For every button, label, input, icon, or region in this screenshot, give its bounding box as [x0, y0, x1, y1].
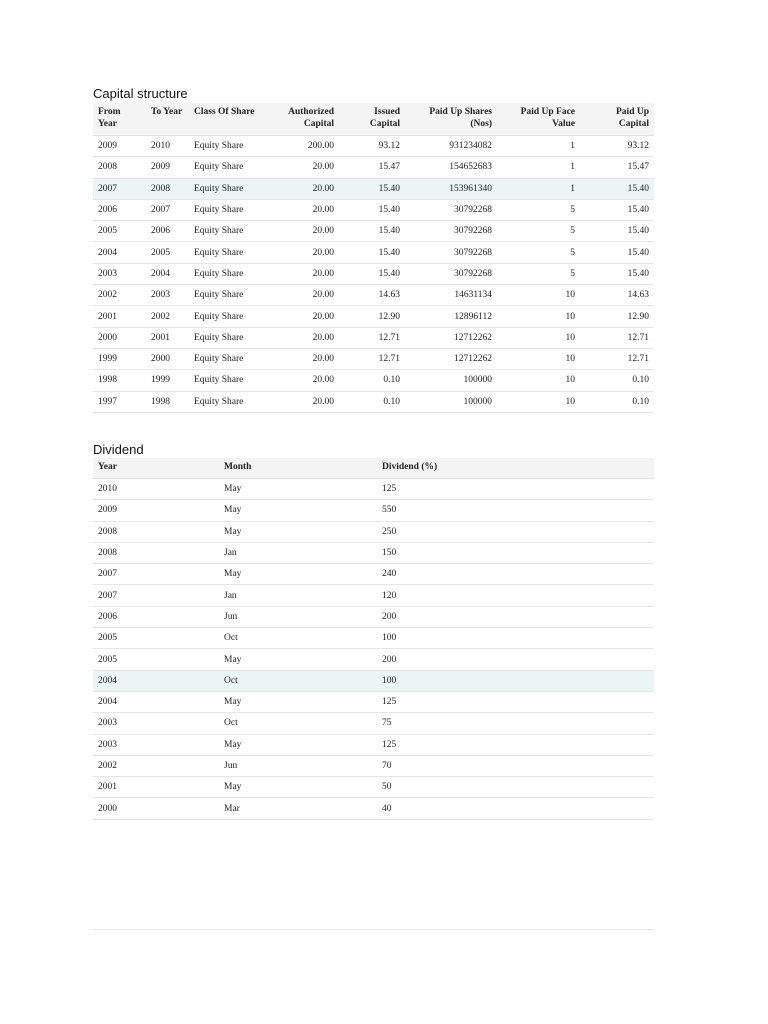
cell-paid-up-shares: 153961340	[405, 178, 497, 199]
cell-dividend-percent: 125	[377, 734, 654, 755]
cell-issued-capital: 15.47	[339, 157, 405, 178]
cell-authorized-capital: 20.00	[263, 285, 339, 306]
header-class-of-share[interactable]: Class Of Share	[189, 103, 263, 136]
cell-paid-up-face-value: 5	[497, 242, 580, 263]
cell-class-of-share: Equity Share	[189, 242, 263, 263]
cell-issued-capital: 15.40	[339, 242, 405, 263]
cell-authorized-capital: 20.00	[263, 242, 339, 263]
cell-to-year: 2005	[146, 242, 189, 263]
cell-paid-up-shares: 100000	[405, 391, 497, 412]
cell-from-year: 2006	[93, 199, 146, 220]
cell-month: Oct	[219, 670, 377, 691]
cell-class-of-share: Equity Share	[189, 391, 263, 412]
cell-year: 2000	[93, 798, 219, 819]
cell-class-of-share: Equity Share	[189, 178, 263, 199]
cell-authorized-capital: 20.00	[263, 263, 339, 284]
cell-issued-capital: 14.63	[339, 285, 405, 306]
cell-issued-capital: 15.40	[339, 178, 405, 199]
cell-class-of-share: Equity Share	[189, 348, 263, 369]
cell-paid-up-face-value: 10	[497, 348, 580, 369]
cell-from-year: 2001	[93, 306, 146, 327]
table-row	[93, 178, 654, 199]
cell-dividend-percent: 250	[377, 521, 654, 542]
header-year[interactable]: Year	[93, 458, 219, 479]
cell-year: 2007	[93, 564, 219, 585]
cell-month: Oct	[219, 628, 377, 649]
cell-paid-up-face-value: 5	[497, 263, 580, 284]
cell-paid-up-face-value: 10	[497, 285, 580, 306]
capital-table-body	[93, 136, 654, 413]
cell-paid-up-capital: 0.10	[580, 370, 654, 391]
cell-month: May	[219, 691, 377, 712]
cell-from-year: 2009	[93, 136, 146, 157]
cell-from-year: 2007	[93, 178, 146, 199]
cell-dividend-percent: 240	[377, 564, 654, 585]
cell-year: 2010	[93, 479, 219, 500]
table-row	[93, 713, 654, 734]
cell-to-year: 1998	[146, 391, 189, 412]
cell-authorized-capital: 20.00	[263, 178, 339, 199]
cell-month: Jun	[219, 755, 377, 776]
cell-month: Jan	[219, 542, 377, 563]
cell-month: May	[219, 564, 377, 585]
table-row	[93, 670, 654, 691]
cell-authorized-capital: 200.00	[263, 136, 339, 157]
dividend-table-body	[93, 479, 654, 820]
cell-year: 2002	[93, 755, 219, 776]
cell-paid-up-shares: 14631134	[405, 285, 497, 306]
header-dividend-percent[interactable]: Dividend (%)	[377, 458, 654, 479]
cell-authorized-capital: 20.00	[263, 221, 339, 242]
cell-dividend-percent: 70	[377, 755, 654, 776]
header-to-year[interactable]: To Year	[146, 103, 189, 136]
cell-paid-up-face-value: 1	[497, 136, 580, 157]
cell-paid-up-capital: 12.90	[580, 306, 654, 327]
table-row	[93, 691, 654, 712]
cell-authorized-capital: 20.00	[263, 199, 339, 220]
cell-from-year: 2005	[93, 221, 146, 242]
cell-to-year: 2004	[146, 263, 189, 284]
dividend-header-row	[93, 458, 654, 479]
cell-issued-capital: 15.40	[339, 221, 405, 242]
cell-paid-up-face-value: 10	[497, 391, 580, 412]
header-month[interactable]: Month	[219, 458, 377, 479]
cell-paid-up-capital: 12.71	[580, 348, 654, 369]
table-row	[93, 521, 654, 542]
cell-dividend-percent: 100	[377, 628, 654, 649]
cell-class-of-share: Equity Share	[189, 370, 263, 391]
table-row	[93, 306, 654, 327]
cell-to-year: 1999	[146, 370, 189, 391]
table-row	[93, 327, 654, 348]
cell-paid-up-capital: 15.47	[580, 157, 654, 178]
cell-year: 2008	[93, 521, 219, 542]
cell-from-year: 1998	[93, 370, 146, 391]
cell-from-year: 2000	[93, 327, 146, 348]
cell-month: May	[219, 479, 377, 500]
cell-authorized-capital: 20.00	[263, 391, 339, 412]
header-paid-up-capital[interactable]: Paid Up Capital	[580, 103, 654, 136]
cell-to-year: 2006	[146, 221, 189, 242]
cell-year: 2005	[93, 628, 219, 649]
cell-to-year: 2003	[146, 285, 189, 306]
dividend-title: Dividend	[93, 442, 144, 457]
cell-month: Jan	[219, 585, 377, 606]
table-row	[93, 755, 654, 776]
cell-authorized-capital: 20.00	[263, 157, 339, 178]
cell-month: Jun	[219, 606, 377, 627]
table-row	[93, 479, 654, 500]
table-row	[93, 348, 654, 369]
cell-month: May	[219, 500, 377, 521]
cell-from-year: 1999	[93, 348, 146, 369]
cell-class-of-share: Equity Share	[189, 136, 263, 157]
cell-to-year: 2008	[146, 178, 189, 199]
cell-year: 2008	[93, 542, 219, 563]
cell-class-of-share: Equity Share	[189, 199, 263, 220]
cell-to-year: 2001	[146, 327, 189, 348]
table-row	[93, 649, 654, 670]
table-row	[93, 136, 654, 157]
table-row	[93, 263, 654, 284]
cell-to-year: 2000	[146, 348, 189, 369]
cell-month: Mar	[219, 798, 377, 819]
cell-from-year: 1997	[93, 391, 146, 412]
cell-paid-up-shares: 30792268	[405, 263, 497, 284]
cell-paid-up-face-value: 5	[497, 221, 580, 242]
cell-class-of-share: Equity Share	[189, 263, 263, 284]
table-row	[93, 734, 654, 755]
cell-paid-up-capital: 0.10	[580, 391, 654, 412]
cell-paid-up-shares: 12712262	[405, 327, 497, 348]
cell-to-year: 2002	[146, 306, 189, 327]
cell-dividend-percent: 125	[377, 479, 654, 500]
header-authorized-capital[interactable]: Authorized Capital	[263, 103, 339, 136]
cell-issued-capital: 93.12	[339, 136, 405, 157]
capital-header-row	[93, 103, 654, 136]
table-row	[93, 606, 654, 627]
capital-structure-table	[93, 103, 654, 413]
cell-issued-capital: 15.40	[339, 263, 405, 284]
cell-issued-capital: 0.10	[339, 370, 405, 391]
table-row	[93, 628, 654, 649]
table-row	[93, 798, 654, 819]
cell-paid-up-shares: 12896112	[405, 306, 497, 327]
cell-year: 2003	[93, 713, 219, 734]
cell-class-of-share: Equity Share	[189, 327, 263, 348]
cell-class-of-share: Equity Share	[189, 157, 263, 178]
cell-issued-capital: 0.10	[339, 391, 405, 412]
cell-issued-capital: 12.71	[339, 348, 405, 369]
table-row	[93, 585, 654, 606]
table-row	[93, 199, 654, 220]
cell-paid-up-face-value: 5	[497, 199, 580, 220]
cell-paid-up-shares: 931234082	[405, 136, 497, 157]
header-paid-up-face-value[interactable]: Paid Up Face Value	[497, 103, 580, 136]
cell-month: May	[219, 734, 377, 755]
cell-year: 2009	[93, 500, 219, 521]
cell-paid-up-shares: 154652683	[405, 157, 497, 178]
cell-month: May	[219, 521, 377, 542]
cell-paid-up-capital: 15.40	[580, 199, 654, 220]
cell-dividend-percent: 200	[377, 606, 654, 627]
cell-year: 2001	[93, 777, 219, 798]
table-row	[93, 370, 654, 391]
cell-year: 2004	[93, 670, 219, 691]
cell-paid-up-face-value: 10	[497, 306, 580, 327]
table-row	[93, 242, 654, 263]
cell-to-year: 2009	[146, 157, 189, 178]
cell-dividend-percent: 100	[377, 670, 654, 691]
table-row	[93, 542, 654, 563]
header-from-year[interactable]: From Year	[93, 103, 146, 136]
cell-paid-up-face-value: 10	[497, 327, 580, 348]
cell-dividend-percent: 75	[377, 713, 654, 734]
cell-paid-up-capital: 15.40	[580, 263, 654, 284]
cell-to-year: 2007	[146, 199, 189, 220]
cell-authorized-capital: 20.00	[263, 306, 339, 327]
table-row	[93, 157, 654, 178]
table-row	[93, 777, 654, 798]
cell-dividend-percent: 550	[377, 500, 654, 521]
cell-dividend-percent: 40	[377, 798, 654, 819]
header-issued-capital[interactable]: Issued Capital	[339, 103, 405, 136]
cell-dividend-percent: 50	[377, 777, 654, 798]
cell-issued-capital: 12.71	[339, 327, 405, 348]
cell-issued-capital: 15.40	[339, 199, 405, 220]
cell-from-year: 2004	[93, 242, 146, 263]
cell-year: 2004	[93, 691, 219, 712]
cell-dividend-percent: 125	[377, 691, 654, 712]
cell-paid-up-capital: 15.40	[580, 242, 654, 263]
header-paid-up-shares[interactable]: Paid Up Shares (Nos)	[405, 103, 497, 136]
table-row	[93, 564, 654, 585]
cell-year: 2005	[93, 649, 219, 670]
table-row	[93, 221, 654, 242]
cell-authorized-capital: 20.00	[263, 348, 339, 369]
cell-class-of-share: Equity Share	[189, 221, 263, 242]
cell-paid-up-capital: 15.40	[580, 178, 654, 199]
cell-paid-up-shares: 100000	[405, 370, 497, 391]
cell-paid-up-shares: 12712262	[405, 348, 497, 369]
cell-from-year: 2008	[93, 157, 146, 178]
cell-from-year: 2003	[93, 263, 146, 284]
cell-dividend-percent: 120	[377, 585, 654, 606]
cell-year: 2003	[93, 734, 219, 755]
dividend-table	[93, 458, 654, 820]
table-row	[93, 500, 654, 521]
cell-paid-up-face-value: 1	[497, 157, 580, 178]
cell-year: 2006	[93, 606, 219, 627]
cell-month: Oct	[219, 713, 377, 734]
cell-paid-up-capital: 93.12	[580, 136, 654, 157]
cell-paid-up-capital: 12.71	[580, 327, 654, 348]
cell-paid-up-shares: 30792268	[405, 199, 497, 220]
cell-year: 2007	[93, 585, 219, 606]
footer-divider	[93, 929, 654, 930]
cell-authorized-capital: 20.00	[263, 370, 339, 391]
cell-month: May	[219, 777, 377, 798]
cell-paid-up-face-value: 1	[497, 178, 580, 199]
cell-from-year: 2002	[93, 285, 146, 306]
table-row	[93, 285, 654, 306]
cell-dividend-percent: 200	[377, 649, 654, 670]
cell-month: May	[219, 649, 377, 670]
cell-class-of-share: Equity Share	[189, 306, 263, 327]
cell-paid-up-shares: 30792268	[405, 221, 497, 242]
cell-paid-up-shares: 30792268	[405, 242, 497, 263]
cell-to-year: 2010	[146, 136, 189, 157]
cell-class-of-share: Equity Share	[189, 285, 263, 306]
cell-authorized-capital: 20.00	[263, 327, 339, 348]
capital-structure-title: Capital structure	[93, 86, 188, 101]
cell-paid-up-capital: 14.63	[580, 285, 654, 306]
cell-dividend-percent: 150	[377, 542, 654, 563]
cell-paid-up-capital: 15.40	[580, 221, 654, 242]
table-row	[93, 391, 654, 412]
cell-issued-capital: 12.90	[339, 306, 405, 327]
cell-paid-up-face-value: 10	[497, 370, 580, 391]
